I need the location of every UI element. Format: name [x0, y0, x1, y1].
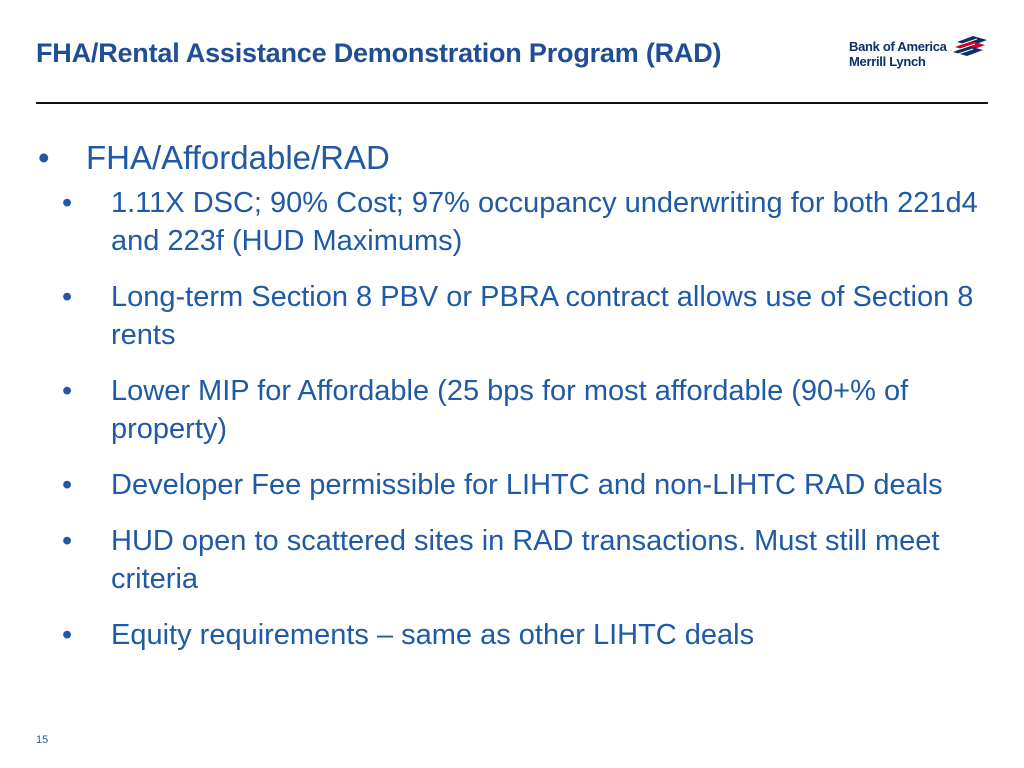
sub-bullet-item — [36, 278, 991, 354]
bank-of-america-merrill-lynch-logo — [849, 36, 989, 76]
sub-bullet-text: Lower MIP for Affordable (25 bps for most affordable (90+% of property) — [111, 375, 909, 445]
page-number: 15 — [36, 734, 49, 746]
bullet-dot: • — [62, 619, 73, 651]
sub-bullet-text: Long-term Section 8 PBV or PBRA contract allows use of Section 8 rents — [111, 281, 974, 351]
sub-bullet-text: Developer Fee permissible for LIHTC and non-LIHTC RAD deals — [111, 469, 943, 501]
flag-icon — [953, 36, 989, 58]
bullet-dot: • — [62, 469, 73, 501]
bullet-dot: • — [62, 525, 73, 557]
sub-bullet-text: Equity requirements – same as other LIHTC deals — [111, 619, 755, 651]
sub-bullet-item — [36, 372, 991, 448]
main-bullet — [36, 138, 996, 178]
sub-bullet-list — [36, 184, 996, 654]
bullet-dot: • — [38, 139, 50, 176]
logo-line-1: Bank of America — [849, 39, 947, 54]
sub-bullet-item — [36, 184, 991, 260]
slide-content — [36, 138, 996, 672]
bullet-dot: • — [62, 375, 73, 407]
sub-bullet-item — [36, 616, 991, 654]
slide-title: FHA/Rental Assistance Demonstration Program (RAD) — [36, 38, 722, 68]
sub-bullet-text: HUD open to scattered sites in RAD transactions. Must still meet criteria — [111, 525, 940, 595]
bullet-dot: • — [62, 187, 73, 219]
main-bullet-text: FHA/Affordable/RAD — [86, 139, 390, 176]
bullet-dot: • — [62, 281, 73, 313]
logo-text — [849, 39, 947, 69]
sub-bullet-text: 1.11X DSC; 90% Cost; 97% occupancy underwriting for both 221d4 and 223f (HUD Maximums) — [111, 187, 978, 257]
title-divider — [36, 102, 988, 104]
logo-line-2: Merrill Lynch — [849, 54, 926, 69]
sub-bullet-item — [36, 522, 991, 598]
sub-bullet-item — [36, 466, 991, 504]
